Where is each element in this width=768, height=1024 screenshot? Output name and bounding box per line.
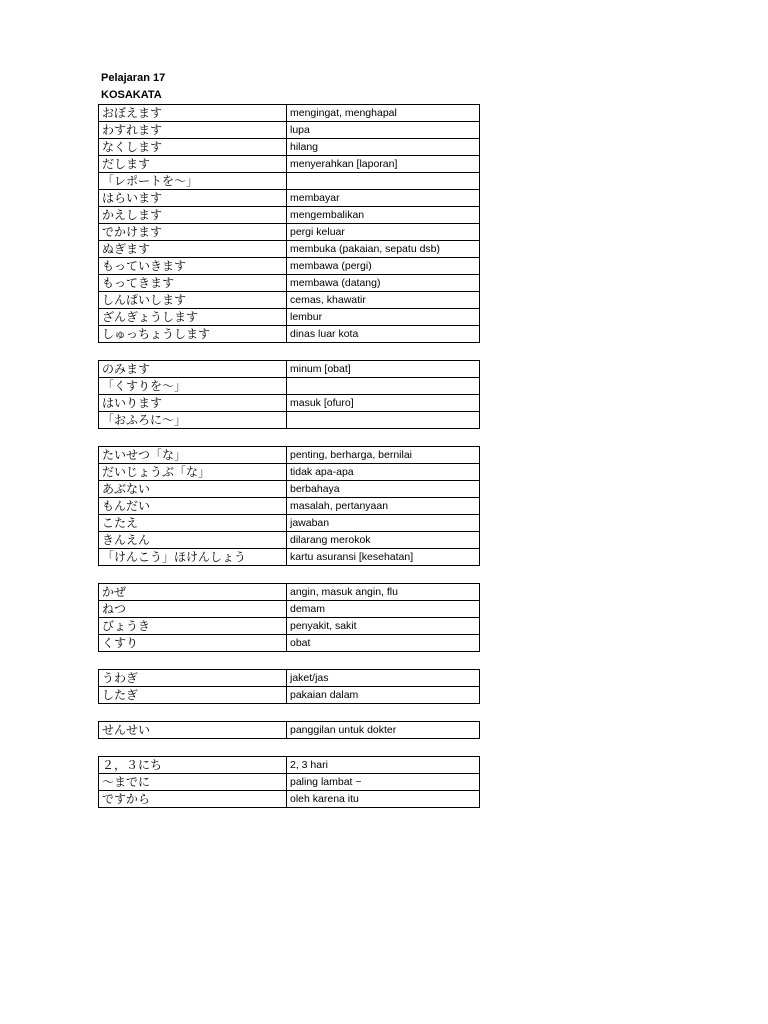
table-row [99,275,480,292]
table-row [99,207,480,224]
table-row [99,173,480,190]
indonesian-meaning: 2, 3 hari [287,757,480,774]
japanese-word: だします [99,156,287,173]
japanese-word: きんえん [99,532,287,549]
indonesian-meaning: membayar [287,190,480,207]
indonesian-meaning: menyerahkan [laporan] [287,156,480,173]
group-spacer [98,739,480,756]
japanese-word: くすり [99,635,287,652]
table-row [99,156,480,173]
table-row [99,722,480,739]
indonesian-meaning: berbahaya [287,481,480,498]
table-row [99,601,480,618]
vocabulary-table [98,446,480,566]
japanese-word: もっていきます [99,258,287,275]
table-row [99,687,480,704]
indonesian-meaning: jawaban [287,515,480,532]
indonesian-meaning: membawa (pergi) [287,258,480,275]
vocabulary-table [98,756,480,808]
japanese-word: かえします [99,207,287,224]
indonesian-meaning: tidak apa-apa [287,464,480,481]
indonesian-meaning: minum [obat] [287,361,480,378]
group-spacer [98,429,480,446]
vocabulary-tables [98,104,480,808]
indonesian-meaning: mengembalikan [287,207,480,224]
japanese-word: うわぎ [99,670,287,687]
japanese-word: 「くすりを～」 [99,378,287,395]
japanese-word: ですから [99,791,287,808]
table-row [99,412,480,429]
japanese-word: こたえ [99,515,287,532]
japanese-word: もってきます [99,275,287,292]
indonesian-meaning [287,378,480,395]
table-row [99,258,480,275]
table-row [99,549,480,566]
indonesian-meaning: paling lambat ~ [287,774,480,791]
table-row [99,515,480,532]
japanese-word: だいじょうぶ「な」 [99,464,287,481]
table-row [99,670,480,687]
japanese-word: 「レポートを～」 [99,173,287,190]
japanese-word: ～までに [99,774,287,791]
japanese-word: せんせい [99,722,287,739]
japanese-word: ねつ [99,601,287,618]
table-row [99,122,480,139]
japanese-word: 「おふろに～」 [99,412,287,429]
indonesian-meaning: masalah, pertanyaan [287,498,480,515]
table-row [99,584,480,601]
japanese-word: ぬぎます [99,241,287,258]
indonesian-meaning: hilang [287,139,480,156]
indonesian-meaning: angin, masuk angin, flu [287,584,480,601]
indonesian-meaning: kartu asuransi [kesehatan] [287,549,480,566]
indonesian-meaning: mengingat, menghapal [287,105,480,122]
vocabulary-table [98,360,480,429]
table-row [99,378,480,395]
indonesian-meaning: pakaian dalam [287,687,480,704]
japanese-word: おぼえます [99,105,287,122]
indonesian-meaning: masuk [ofuro] [287,395,480,412]
table-row [99,791,480,808]
indonesian-meaning: panggilan untuk dokter [287,722,480,739]
group-spacer [98,343,480,360]
table-row [99,241,480,258]
table-row [99,635,480,652]
japanese-word: しゅっちょうします [99,326,287,343]
table-row [99,326,480,343]
japanese-word: かぜ [99,584,287,601]
table-row [99,618,480,635]
japanese-word: ２，３にち [99,757,287,774]
japanese-word: のみます [99,361,287,378]
indonesian-meaning: obat [287,635,480,652]
table-row [99,224,480,241]
table-row [99,532,480,549]
table-row [99,447,480,464]
indonesian-meaning: dinas luar kota [287,326,480,343]
vocabulary-table [98,721,480,739]
table-row [99,190,480,207]
indonesian-meaning [287,412,480,429]
indonesian-meaning: penting, berharga, bernilai [287,447,480,464]
japanese-word: しんぱいします [99,292,287,309]
indonesian-meaning: cemas, khawatir [287,292,480,309]
indonesian-meaning [287,173,480,190]
japanese-word: わすれます [99,122,287,139]
japanese-word: もんだい [99,498,287,515]
indonesian-meaning: oleh karena itu [287,791,480,808]
indonesian-meaning: penyakit, sakit [287,618,480,635]
indonesian-meaning: jaket/jas [287,670,480,687]
vocabulary-table [98,669,480,704]
japanese-word: はらいます [99,190,287,207]
indonesian-meaning: membawa (datang) [287,275,480,292]
group-spacer [98,652,480,669]
group-spacer [98,566,480,583]
japanese-word: なくします [99,139,287,156]
table-row [99,498,480,515]
japanese-word: 「けんこう」ほけんしょう [99,549,287,566]
japanese-word: はいります [99,395,287,412]
japanese-word: ざんぎょうします [99,309,287,326]
group-spacer [98,704,480,721]
table-row [99,309,480,326]
indonesian-meaning: membuka (pakaian, sepatu dsb) [287,241,480,258]
vocabulary-table [98,104,480,343]
table-row [99,292,480,309]
indonesian-meaning: dilarang merokok [287,532,480,549]
table-row [99,139,480,156]
japanese-word: あぶない [99,481,287,498]
indonesian-meaning: pergi keluar [287,224,480,241]
table-row [99,464,480,481]
japanese-word: でかけます [99,224,287,241]
table-row [99,105,480,122]
indonesian-meaning: lupa [287,122,480,139]
table-row [99,774,480,791]
japanese-word: びょうき [99,618,287,635]
table-row [99,395,480,412]
lesson-title: Pelajaran 17 [101,72,166,84]
japanese-word: したぎ [99,687,287,704]
table-row [99,757,480,774]
indonesian-meaning: lembur [287,309,480,326]
table-row [99,361,480,378]
indonesian-meaning: demam [287,601,480,618]
section-title: KOSAKATA [101,89,162,101]
table-row [99,481,480,498]
japanese-word: たいせつ「な」 [99,447,287,464]
vocabulary-table [98,583,480,652]
